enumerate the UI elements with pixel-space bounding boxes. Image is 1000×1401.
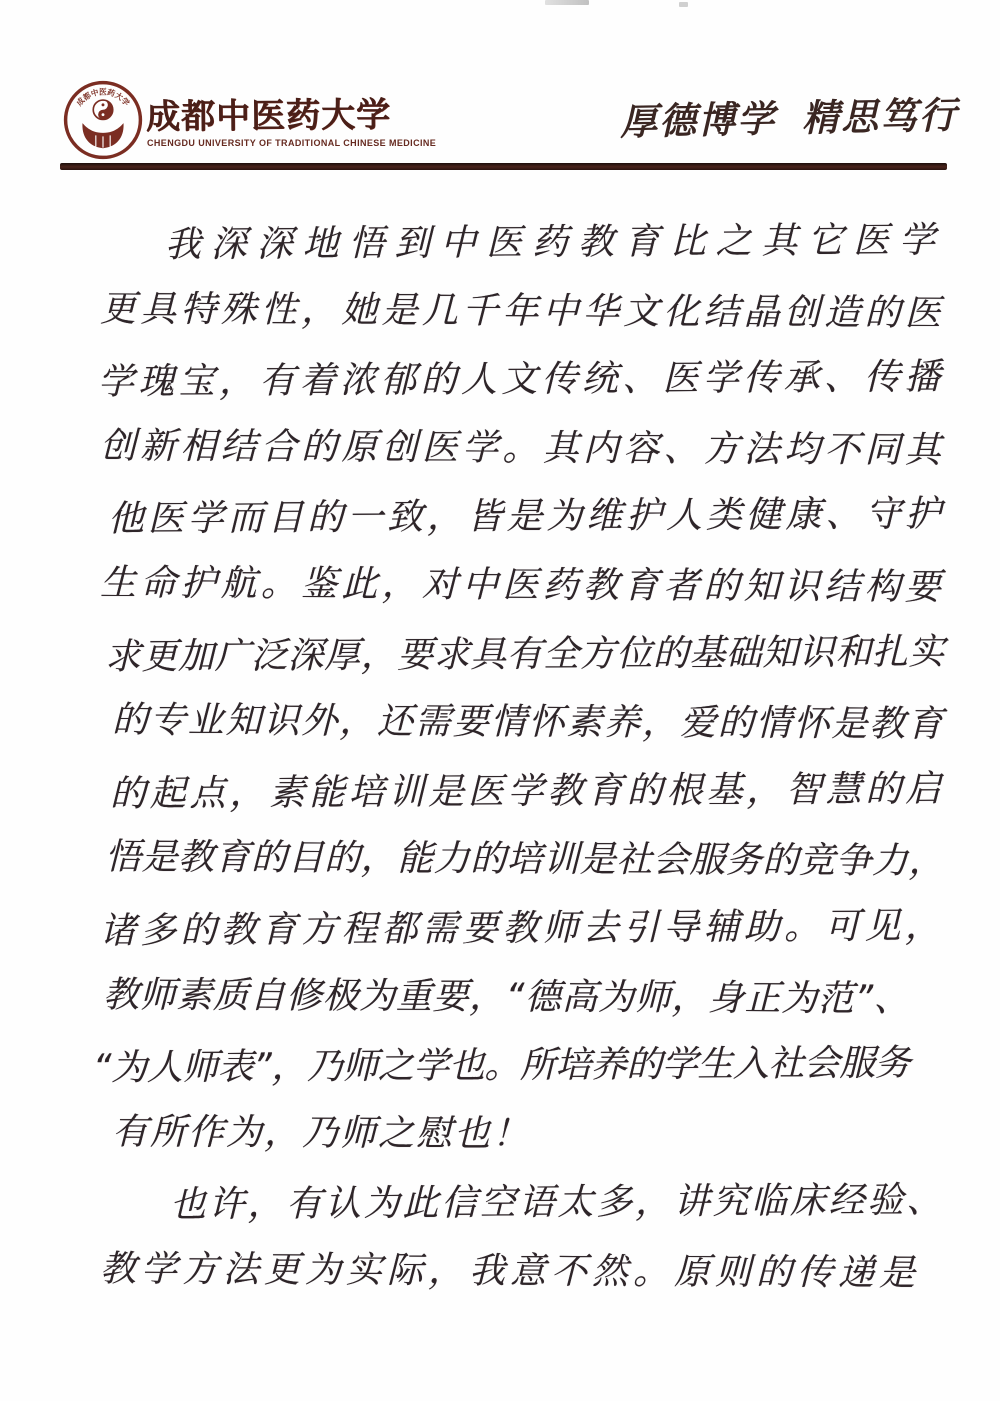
handwriting-line: 创新相结合的原创医学。其内容、方法均不同其 bbox=[99, 425, 946, 471]
university-motto bbox=[619, 85, 959, 146]
handwriting-line: 也许，有认为此信空语太多，讲究临床经验、 bbox=[169, 1180, 946, 1226]
handwriting-line: 他医学而目的一致，皆是为维护人类健康、守护 bbox=[107, 493, 946, 541]
motto-left: 厚德博学 bbox=[619, 96, 777, 144]
handwriting-line: 的起点，素能培训是医学教育的根基，智慧的启 bbox=[109, 768, 946, 815]
handwriting-line: “为人师表”，乃师之学也。所培养的学生入社会服务 bbox=[92, 1042, 911, 1089]
handwriting-line: 生命护航。鉴此，对中医药教育者的知识结构要 bbox=[99, 562, 946, 609]
handwriting-line: 学瑰宝，有着浓郁的人文传统、医学传承、传播 bbox=[97, 356, 946, 403]
handwriting-line: 我深深地悟到中医药教育比之其它医学 bbox=[164, 219, 946, 266]
handwriting-line: 悟是教育的目的，能力的培训是社会服务的竞争力， bbox=[104, 837, 946, 883]
yinyang-icon bbox=[93, 100, 112, 119]
letter-body bbox=[0, 212, 1000, 1310]
handwriting-line: 求更加广泛深厚，要求具有全方位的基础知识和扎实 bbox=[104, 631, 946, 678]
header-rule bbox=[60, 163, 947, 170]
motto-right: 精思笃行 bbox=[801, 92, 959, 140]
hands-icon bbox=[82, 123, 123, 148]
handwriting-line: 的专业知识外，还需要情怀素养，爱的情怀是教育 bbox=[111, 699, 946, 746]
handwriting-line: 诸多的教育方程都需要教师去引导辅助。可见， bbox=[99, 905, 946, 952]
seal-arc-text: 成都中医药大学 bbox=[74, 87, 132, 108]
handwriting-line: 更具特殊性，她是几千年中华文化结晶创造的医 bbox=[99, 288, 946, 334]
university-name-cn: 成都中医药大学 bbox=[145, 94, 392, 138]
scan-smudge bbox=[545, 0, 589, 5]
scan-smudge bbox=[679, 2, 688, 7]
university-seal-logo bbox=[62, 79, 144, 161]
handwriting-line: 有所作为，乃师之慰也！ bbox=[111, 1111, 531, 1155]
handwriting-line: 教学方法更为实际，我意不然。原则的传递是 bbox=[99, 1248, 921, 1294]
handwriting-line: 教师素质自修极为重要，“德高为师，身正为范”、 bbox=[102, 974, 911, 1020]
university-name-en: CHENGDU UNIVERSITY OF TRADITIONAL CHINESE MEDICINE bbox=[147, 137, 437, 149]
